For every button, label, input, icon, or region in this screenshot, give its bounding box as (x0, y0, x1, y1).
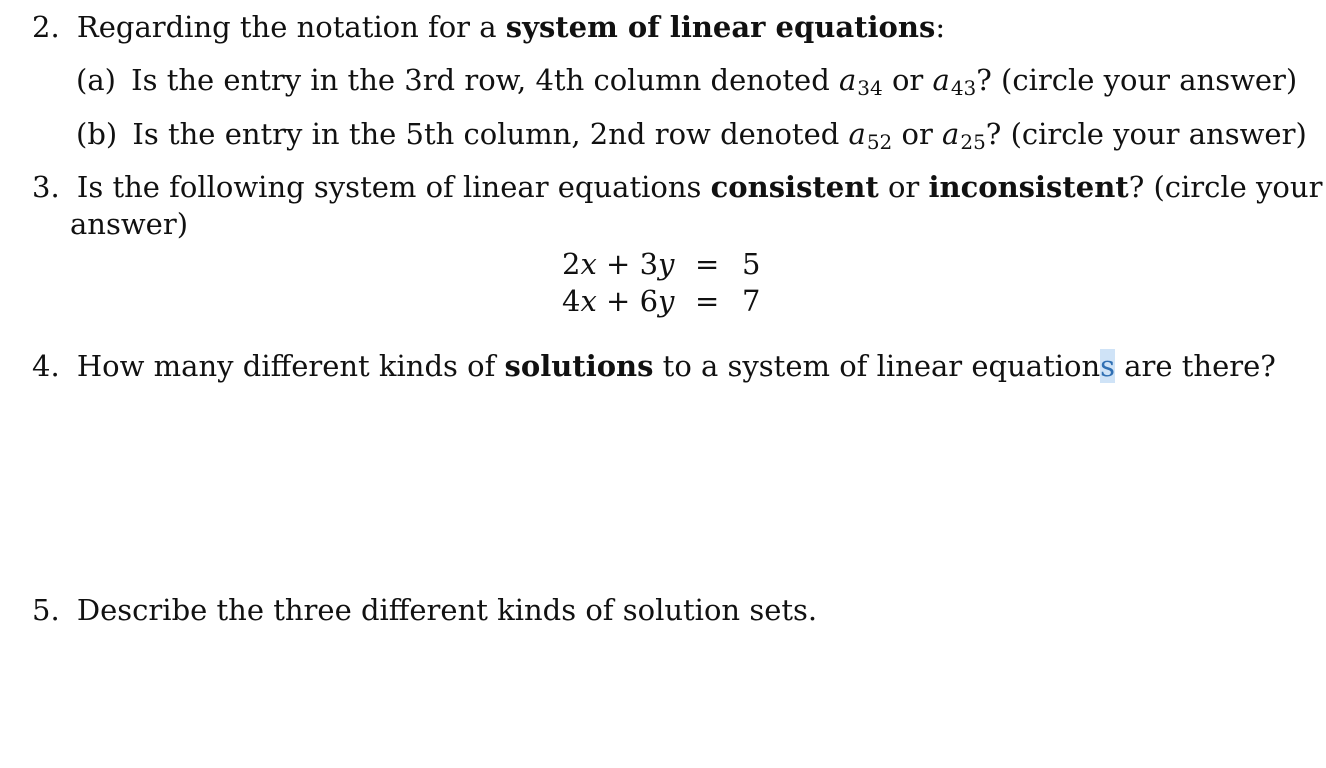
question-2a-var1: a (839, 63, 857, 97)
equation-1-op: + (596, 247, 640, 281)
question-2b-var1-sub: 52 (866, 130, 893, 154)
question-3-mid: or (878, 170, 929, 204)
question-2b-mid: or (892, 117, 943, 151)
question-2-number: 2. (32, 10, 60, 44)
equation-1-coef2: 3 (639, 247, 659, 281)
question-2-bold-term: system of linear equations (505, 10, 936, 44)
question-2b-label: (b) (76, 117, 118, 151)
equation-1-lhs (562, 247, 674, 281)
question-2b-var2: a (942, 117, 960, 151)
question-5-number: 5. (32, 593, 60, 627)
equation-2-var2: y (658, 284, 675, 318)
question-3-bold-inconsistent: inconsistent (928, 170, 1129, 204)
question-2-suffix: : (935, 10, 946, 44)
question-4 (32, 349, 1276, 383)
equation-1-var1: x (580, 247, 597, 281)
question-3-pre: Is the following system of linear equations (76, 170, 711, 204)
question-2b-post: ? (circle your answer) (985, 117, 1307, 151)
question-4-bold-solutions: solutions (504, 349, 654, 383)
equation-2-var1: x (580, 284, 597, 318)
equation-1-equals: = (695, 247, 720, 281)
question-2b (76, 117, 1307, 154)
question-2a-var1-sub: 34 (857, 76, 883, 100)
equation-2-op: + (596, 284, 640, 318)
equation-2-coef2: 6 (639, 284, 659, 318)
question-2a-post: ? (circle your answer) (976, 63, 1298, 97)
equation-2-coef1: 4 (562, 284, 581, 318)
question-3-continuation (70, 207, 189, 241)
question-2a-pre: Is the entry in the 3rd row, 4th column denoted (131, 63, 839, 97)
question-5-text: Describe the three different kinds of solution sets. (76, 593, 818, 627)
question-2a-label: (a) (76, 63, 116, 97)
question-5 (32, 593, 818, 627)
question-2 (32, 10, 946, 44)
question-2a-mid: or (882, 63, 933, 97)
question-3-number: 3. (32, 170, 60, 204)
equation-2-equals: = (695, 284, 720, 318)
question-3 (32, 170, 1323, 204)
equation-2-rhs: 7 (742, 284, 761, 318)
equation-1-coef1: 2 (562, 247, 581, 281)
question-4-number: 4. (32, 349, 60, 383)
question-4-pre: How many different kinds of (76, 349, 505, 383)
question-2a-var2: a (932, 63, 950, 97)
question-3-bold-consistent: consistent (710, 170, 879, 204)
question-2b-pre: Is the entry in the 5th column, 2nd row denoted (132, 117, 849, 151)
question-3-post: ? (circle your (1128, 170, 1323, 204)
question-4-selection-highlight[interactable]: s (1100, 349, 1116, 383)
question-2b-var2-sub: 25 (960, 130, 986, 154)
question-2a-var2-sub: 43 (950, 76, 977, 100)
question-2-prefix: Regarding the notation for a (76, 10, 506, 44)
equation-2-lhs (562, 284, 674, 318)
equation-1-var2: y (658, 247, 675, 281)
question-4-post: are there? (1115, 349, 1276, 383)
question-2a (76, 63, 1298, 100)
equation-1-rhs: 5 (742, 247, 761, 281)
question-4-mid: to a system of linear equation (653, 349, 1101, 383)
question-3-line2: answer) (70, 207, 189, 241)
question-2b-var1: a (848, 117, 866, 151)
